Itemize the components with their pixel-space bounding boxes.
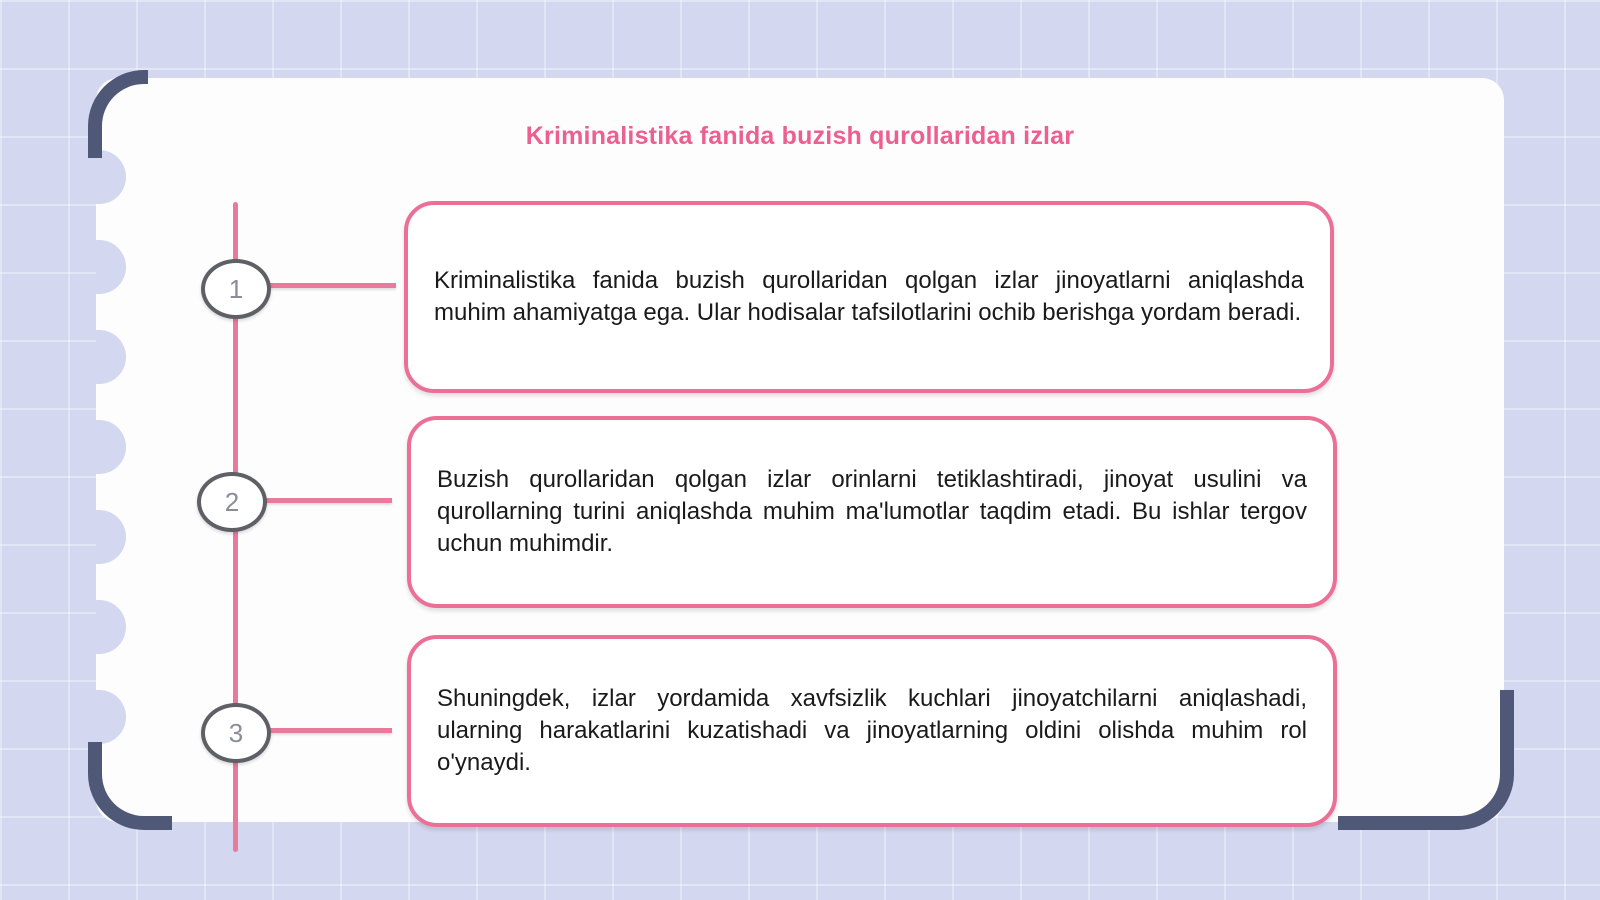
step-text: Kriminalistika fanida buzish qurollaridan qolgan izlar jinoyatlarni aniqlashda muhim ahamiyatga ega. Ular hodisalar tafsilotlarini ochib berishga yordam beradi. bbox=[434, 267, 1304, 326]
corner-bracket-bottom-right bbox=[1338, 690, 1514, 830]
step-number-circle: 3 bbox=[201, 703, 271, 763]
step-text: Shuningdek, izlar yordamida xavfsizlik kuchlari jinoyatchilarni aniqlashadi, ularning harakatlarini kuzatishadi va jinoyatlarning oldini olishda muhim rol o'ynaydi. bbox=[437, 685, 1307, 776]
step-text: Buzish qurollaridan qolgan izlar orinlarni tetiklashtiradi, jinoyat usulini va qurollarning turini aniqlashda muhim ma'lumotlar taqdim etadi. Bu ishlar tergov uchun muhimdir. bbox=[437, 466, 1307, 557]
timeline-connector bbox=[262, 498, 392, 503]
timeline-connector bbox=[266, 283, 396, 288]
step-card bbox=[407, 635, 1337, 827]
slide-title: Kriminalistika fanida buzish qurollaridan izlar bbox=[525, 122, 1075, 150]
step-card bbox=[404, 201, 1334, 393]
corner-bracket-bottom-left bbox=[88, 742, 172, 830]
step-number-circle: 1 bbox=[201, 259, 271, 319]
step-card bbox=[407, 416, 1337, 608]
timeline-connector bbox=[266, 728, 392, 733]
step-number-circle: 2 bbox=[197, 472, 267, 532]
